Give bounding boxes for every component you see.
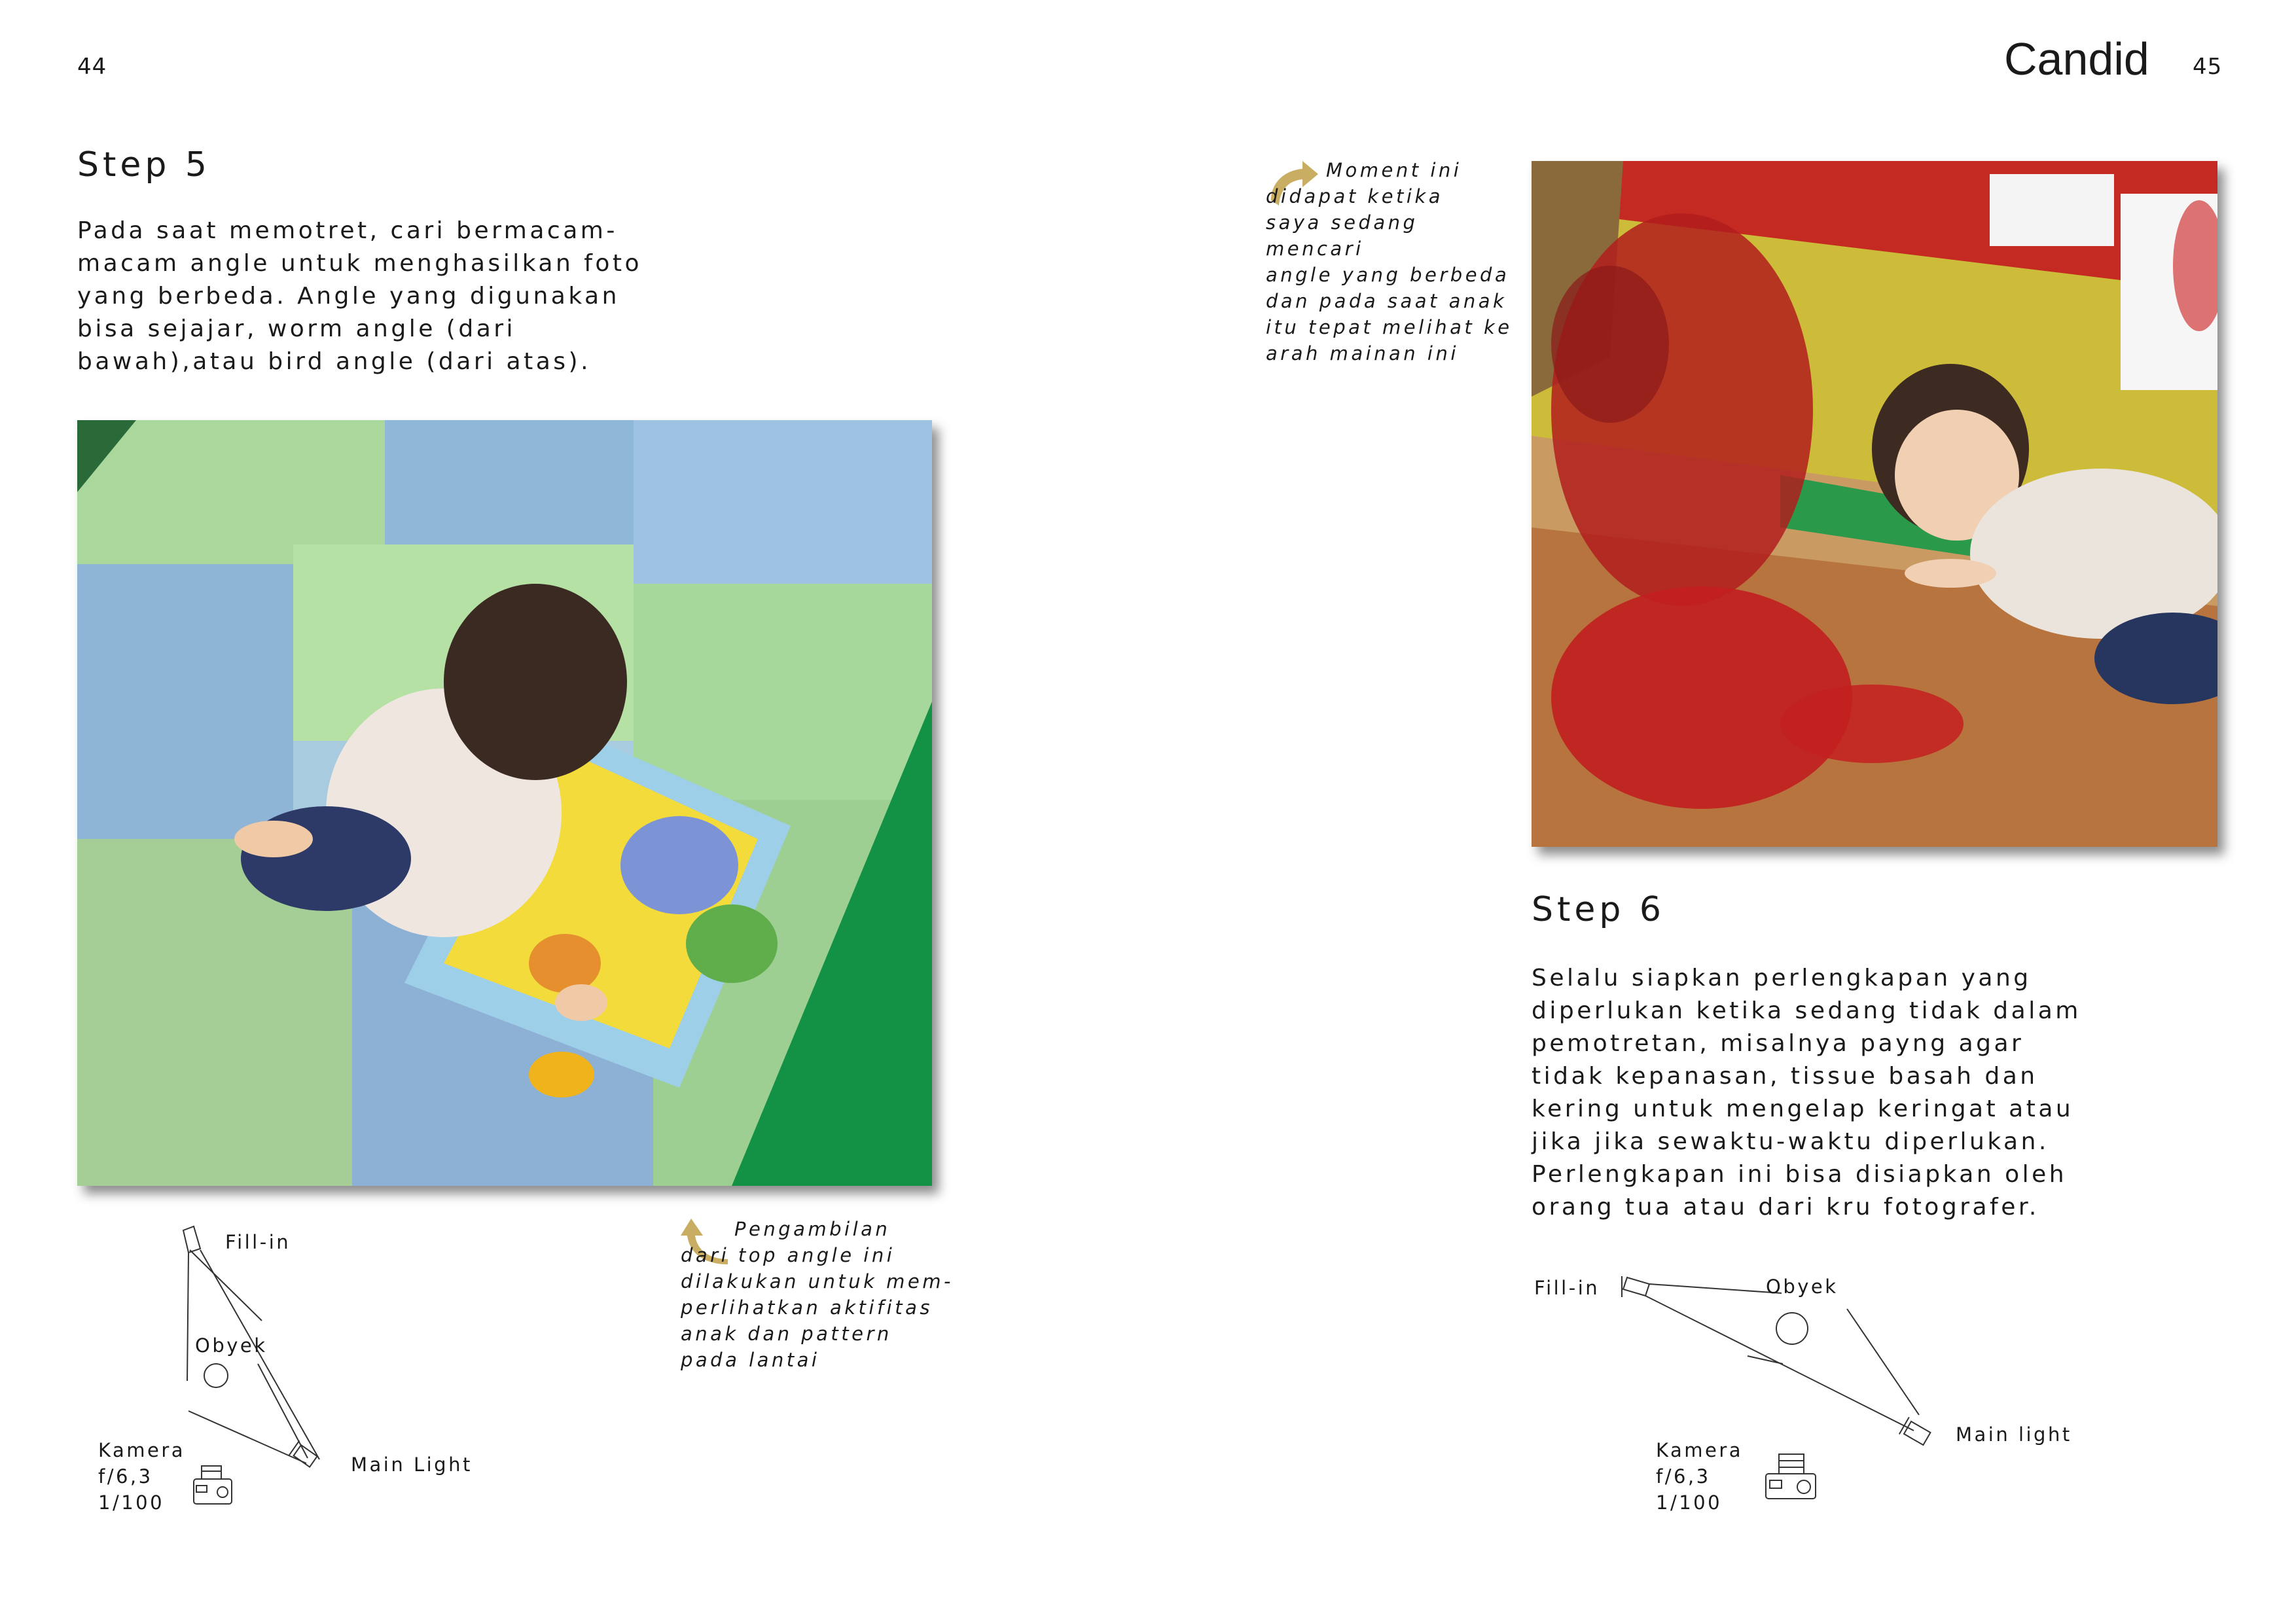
moment-note: Moment ini didapat ketika saya sedang mencari angle yang berbeda dan pada saat anak itu tepat melihat ke arah mainan ini	[1266, 159, 1513, 365]
camera-settings-label: Kamera f/6,3 1/100	[98, 1439, 186, 1514]
camera-icon	[1766, 1454, 1816, 1499]
step-5-body: Pada saat memotret, cari bermacam- macam angle untuk menghasilkan foto yang berbeda. Angle yang digunakan bisa sejajar, worm angle (dari bawah),atau bird angle (dari atas).	[77, 217, 643, 375]
subject-label: Obyek	[195, 1334, 268, 1357]
camera-settings-label: Kamera f/6,3 1/100	[1656, 1439, 1744, 1514]
fill-in-label: Fill-in	[225, 1231, 291, 1253]
page-number-left: 44	[77, 54, 107, 80]
section-title: Candid	[2004, 33, 2149, 84]
photo-child-toy-dinosaur	[1532, 161, 2217, 847]
fill-in-label: Fill-in	[1534, 1277, 1600, 1299]
main-light-label: Main Light	[351, 1454, 473, 1476]
photo-child-puzzle-top-angle	[77, 420, 932, 1186]
step-6-body: Selalu siapkan perlengkapan yang diperlukan ketika sedang tidak dalam pemotretan, misalnya payng agar tidak kepanasan, tissue basah dan kering untuk mengelap keringat atau jika jika sewaktu-waktu diperlukan. Perlengkapan ini bisa disiapkan oleh orang tua atau dari kru fotografer.	[1532, 965, 2081, 1221]
page-number-right: 45	[2193, 54, 2223, 80]
subject-label: Obyek	[1766, 1275, 1839, 1298]
step-5-title: Step 5	[77, 145, 211, 185]
subject-circle-icon	[204, 1364, 228, 1387]
light-stand-icon	[289, 1440, 319, 1469]
camera-icon	[194, 1466, 232, 1504]
main-light-label: Main light	[1956, 1423, 2072, 1446]
subject-circle-icon	[1776, 1313, 1808, 1344]
top-angle-note: Pengambilan dari top angle ini dilakukan untuk mem- perlihatkan aktifitas anak dan pattern pada lantai	[681, 1218, 954, 1371]
light-stand-icon	[1899, 1418, 1932, 1448]
light-stand-icon	[1622, 1276, 1649, 1297]
step-6-title: Step 6	[1532, 890, 1666, 929]
